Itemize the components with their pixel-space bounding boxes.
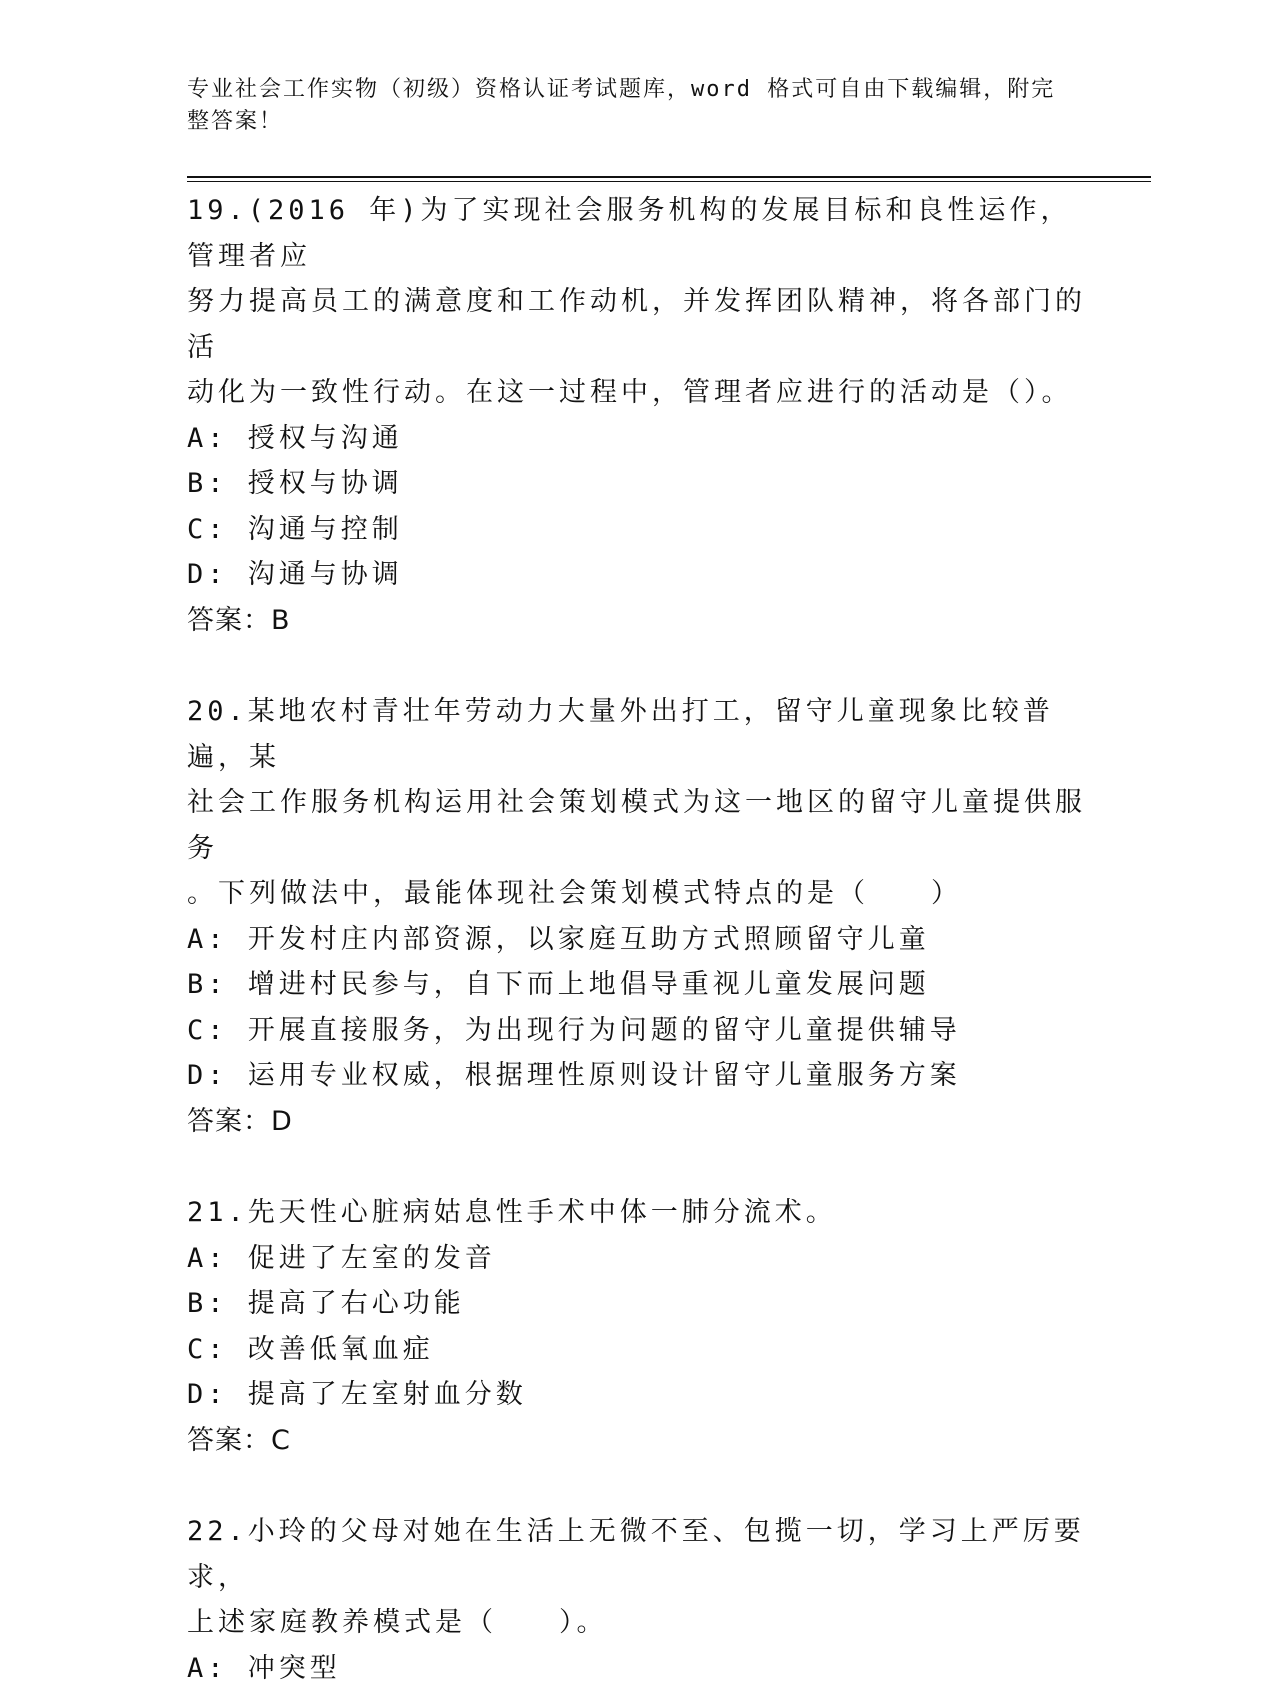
option-a: A: 促进了左室的发音 [187,1236,1087,1282]
option-a: A: 开发村庄内部资源，以家庭互助方式照顾留守儿童 [187,917,1087,963]
question-stem-line: 动化为一致性行动。在这一过程中，管理者应进行的活动是（）。 [187,370,1087,416]
option-c: C: 开展直接服务，为出现行为问题的留守儿童提供辅导 [187,1008,1087,1054]
header-line-2: 整答案！ [187,106,1067,138]
option-d: D: 运用专业权威，根据理性原则设计留守儿童服务方案 [187,1053,1087,1099]
question-stem-line: 20.某地农村青壮年劳动力大量外出打工，留守儿童现象比较普遍，某 [187,689,1087,780]
question-stem-line: 19.(2016 年)为了实现社会服务机构的发展目标和良性运作，管理者应 [187,188,1087,279]
answer-line: 答案：C [187,1418,1087,1464]
option-b: B: 授权与协调 [187,461,1087,507]
answer-line: 答案：D [187,1099,1087,1145]
answer-line: 答案：B [187,598,1087,644]
question-20 [187,689,1087,1144]
option-a: A: 授权与沟通 [187,416,1087,462]
option-a: A: 冲突型 [187,1646,1087,1691]
option-b: B: 提高了右心功能 [187,1281,1087,1327]
question-stem-line: 社会工作服务机构运用社会策划模式为这一地区的留守儿童提供服务 [187,780,1087,871]
question-stem-line: 22.小玲的父母对她在生活上无微不至、包揽一切，学习上严厉要求， [187,1509,1087,1600]
question-stem-line: 21.先天性心脏病姑息性手术中体一肺分流术。 [187,1190,1087,1236]
document-header [187,74,1067,138]
question-spacer [187,643,1087,689]
header-rule-thin [187,181,1151,182]
question-22 [187,1509,1087,1691]
option-b: B: 增进村民参与，自下而上地倡导重视儿童发展问题 [187,962,1087,1008]
question-stem-line: 。下列做法中，最能体现社会策划模式特点的是（ ） [187,871,1087,917]
question-spacer [187,1463,1087,1509]
question-list [187,188,1087,1691]
option-d: D: 沟通与协调 [187,552,1087,598]
header-rule-thick [187,176,1151,178]
option-d: D: 提高了左室射血分数 [187,1372,1087,1418]
header-line-1: 专业社会工作实物（初级）资格认证考试题库，word 格式可自由下载编辑，附完 [187,74,1067,106]
question-19 [187,188,1087,643]
option-c: C: 沟通与控制 [187,507,1087,553]
question-stem-line: 上述家庭教养模式是（ ）。 [187,1600,1087,1646]
option-c: C: 改善低氧血症 [187,1327,1087,1373]
question-21 [187,1190,1087,1463]
question-spacer [187,1144,1087,1190]
question-stem-line: 努力提高员工的满意度和工作动机，并发挥团队精神，将各部门的活 [187,279,1087,370]
